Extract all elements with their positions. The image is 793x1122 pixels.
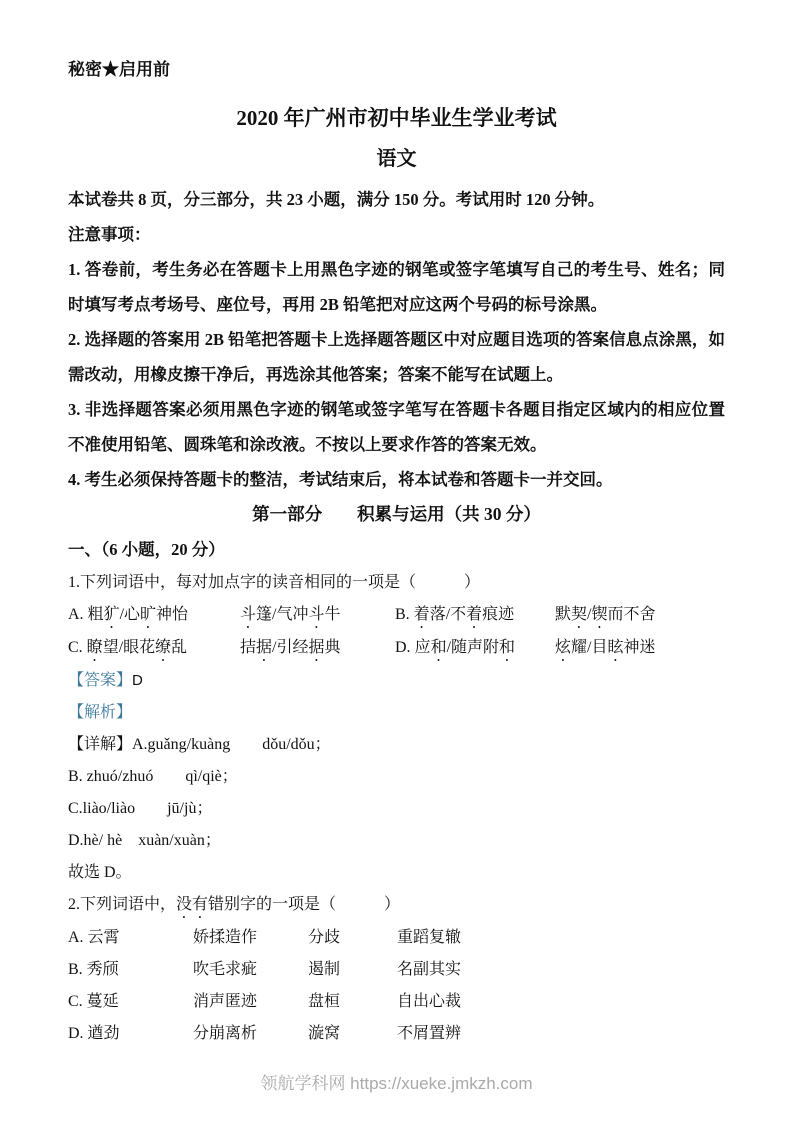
question-2-stem: 2.下列词语中，没有错别字的一项是（ ） [68,896,401,913]
q2-b-word-1: B. 秀颀 [68,961,119,978]
q1-analysis-line [68,697,725,729]
question-2-option-a [68,922,725,954]
q2-c-word-2: 消声匿迹 [193,993,258,1010]
classification-label: 秘密★启用前 [68,60,170,79]
question-2-option-b [68,954,725,986]
q2-d-word-3: 漩窝 [308,1025,341,1042]
q2-d-word-1: D. 遒劲 [68,1025,120,1042]
q1-option-a-pair-2: 斗篷/气冲斗牛 [240,606,341,623]
q1-option-d-pair-1: D. 应和/随声附和 [395,639,516,656]
question-1-options-row-1 [68,599,725,632]
q1-option-d-pair-2: 炫耀/目眩神迷 [555,639,656,656]
question-1-options-row-2 [68,632,725,665]
q1-option-b-pair-1: B. 着落/不着痕迹 [395,606,515,623]
q2-b-word-3: 遏制 [308,961,341,978]
q1-option-c-pair-2: 拮据/引经据典 [240,639,341,656]
q1-option-b-pair-2: 默契/锲而不舍 [555,606,656,623]
q1-option-c-pair-1: C. 瞭望/眼花缭乱 [68,639,188,656]
q1-detail-line-1: 【详解】A.guǎng/kuàng dǒu/dǒu； [68,736,331,753]
exam-info-line: 本试卷共 8 页，分三部分，共 23 小题，满分 150 分。考试用时 120 分钟。 [68,190,605,209]
q1-detail-line-2: B. zhuó/zhuó qì/qiè； [68,768,238,785]
page-title: 2020 年广州市初中毕业生学业考试 [236,106,557,130]
notice-item-1: 1. 答卷前，考生务必在答题卡上用黑色字迹的钢笔或签字笔填写自己的考生号、姓名；同时填写考点考场号、座位号，再用 2B 铅笔把对应这两个号码的标号涂黑。 [68,260,725,314]
notice-item-2: 2. 选择题的答案用 2B 铅笔把答题卡上选择题答题区中对应题目选项的答案信息点涂黑，如需改动，用橡皮擦干净后，再选涂其他答案；答案不能写在试题上。 [68,330,725,384]
q1-detail-conclusion: 故选 D。 [68,864,132,881]
answer-label: 【答案】 [68,672,133,689]
q2-a-word-2: 娇揉造作 [193,929,258,946]
question-2-option-c [68,986,725,1018]
q2-a-word-3: 分歧 [308,929,341,946]
q2-a-word-1: A. 云霄 [68,929,120,946]
question-1-stem: 1.下列词语中，每对加点字的读音相同的一项是（ ） [68,574,481,591]
q2-d-word-4: 不屑置辨 [397,1025,462,1042]
analysis-label: 【解析】 [68,704,133,721]
q2-d-word-2: 分崩离析 [193,1025,258,1042]
q1-answer-line [68,665,725,697]
notice-item-4: 4. 考生必须保持答题卡的整洁，考试结束后，将本试卷和答题卡一并交回。 [68,470,613,489]
notice-item-3: 3. 非选择题答案必须用黑色字迹的钢笔或签字笔写在答题卡各题目指定区域内的相应位置不准使用铅笔、圆珠笔和涂改液。不按以上要求作答的答案无效。 [68,400,725,454]
q1-detail-line-4: D.hè/ hè xuàn/xuàn； [68,832,221,849]
q2-c-word-3: 盘桓 [308,993,341,1010]
watermark-text: 领航学科网 https://xueke.jmkzh.com [260,1074,533,1093]
question-2-option-d [68,1018,725,1050]
q2-c-word-1: C. 蔓延 [68,993,119,1010]
q2-a-word-4: 重蹈复辙 [397,929,462,946]
subject-title: 语文 [376,148,417,170]
answer-value: D [132,672,143,689]
section-heading: 第一部分 积累与运用（共 30 分） [252,504,541,524]
notice-heading: 注意事项： [68,225,151,244]
q2-b-word-4: 名副其实 [397,961,462,978]
q1-option-a-pair-1: A. 粗犷/心旷神怡 [68,606,189,623]
q2-c-word-4: 自出心裁 [397,993,462,1010]
q1-detail-line-3: C.liào/liào jū/jù； [68,800,213,817]
q2-b-word-2: 吹毛求疵 [193,961,258,978]
subsection-heading: 一、（6 小题，20 分） [68,540,225,559]
